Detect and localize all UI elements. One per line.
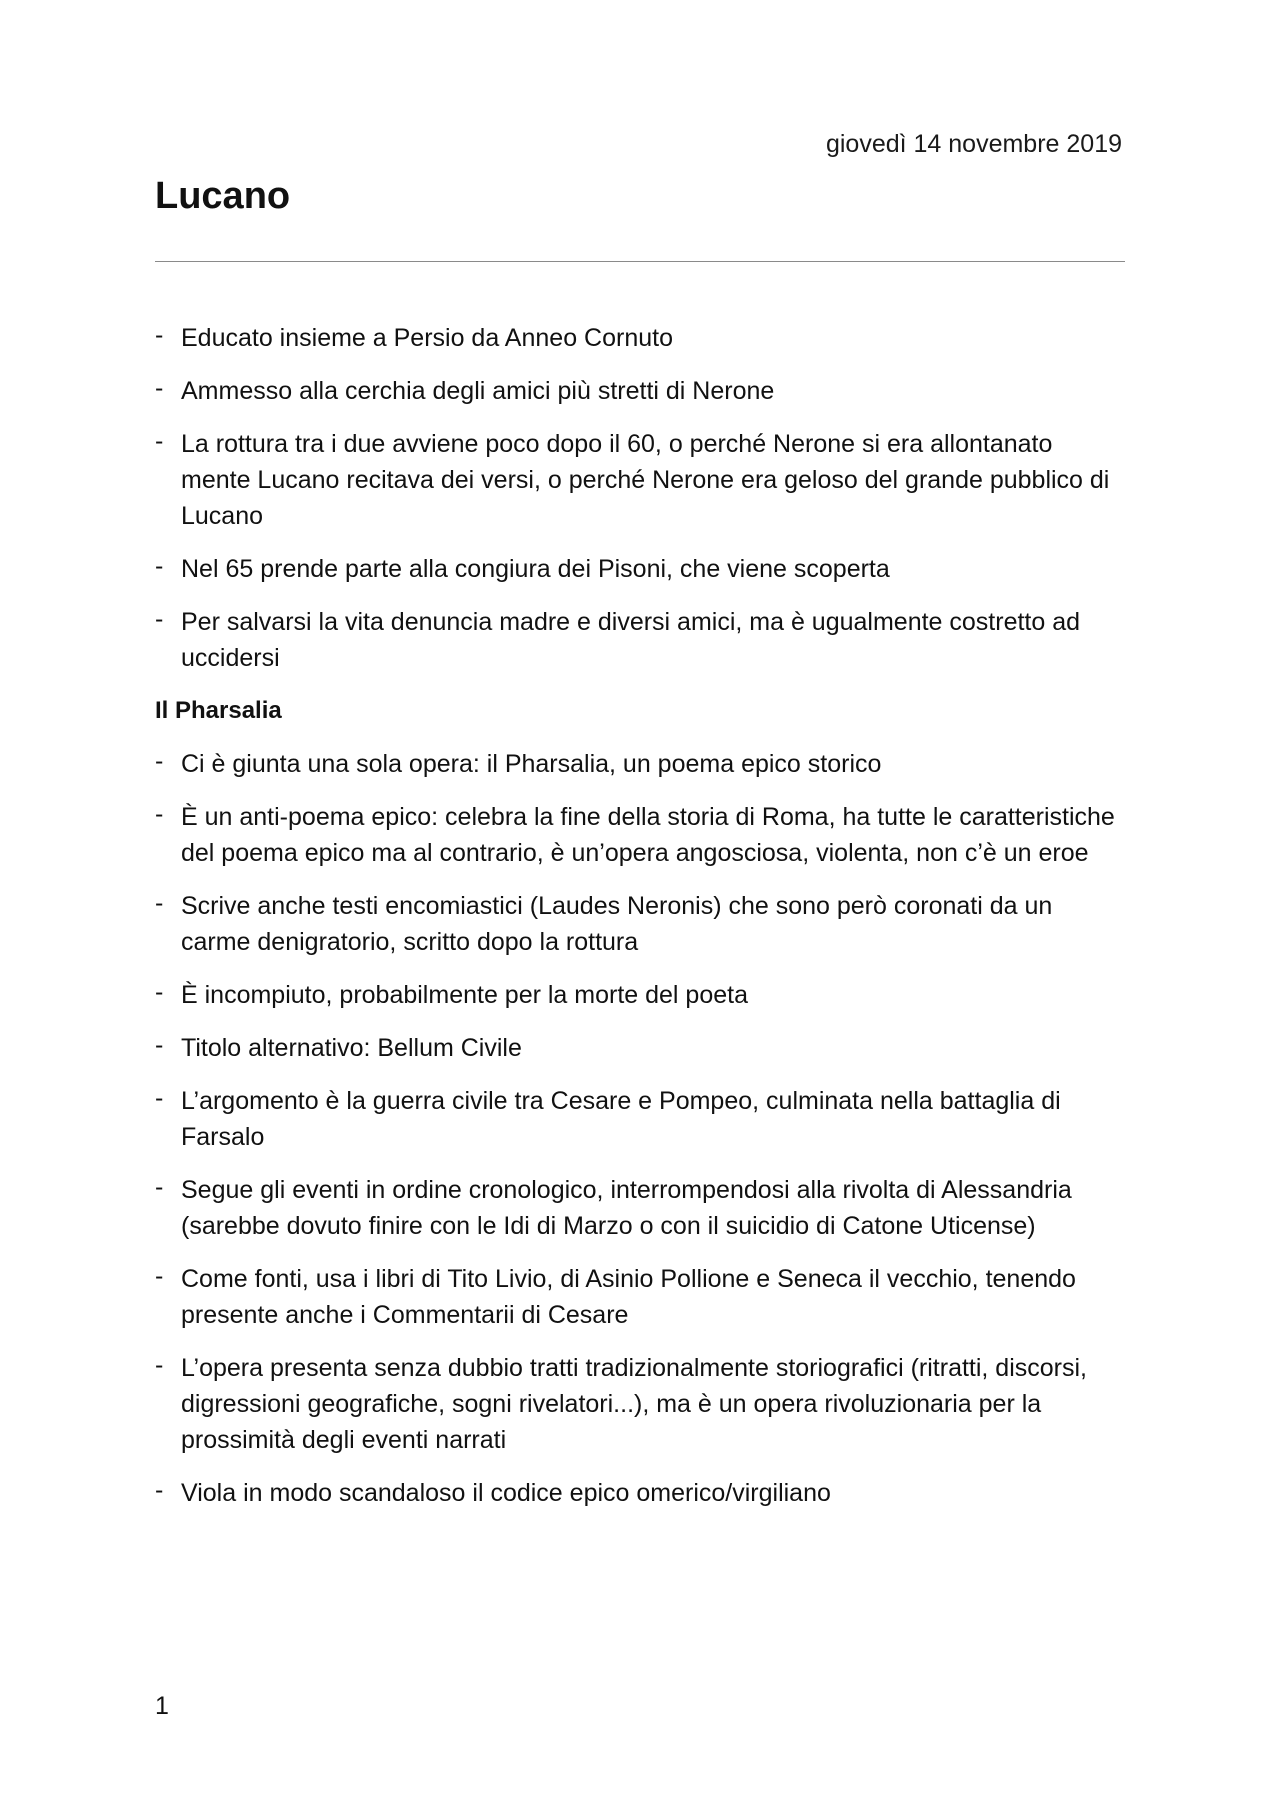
list-item-text: L’argomento è la guerra civile tra Cesare e Pompeo, culminata nella battaglia di Farsalo [181,1087,1061,1151]
bullet-dash: - [155,1351,164,1379]
bullet-dash: - [155,800,164,828]
title-divider [155,261,1125,262]
bullet-dash: - [155,374,164,402]
bullet-dash: - [155,1476,164,1504]
list-item-text: Nel 65 prende parte alla congiura dei Pisoni, che viene scoperta [181,555,890,583]
bullet-dash: - [155,427,164,455]
bullet-dash: - [155,1262,164,1290]
bullet-dash: - [155,1173,164,1201]
list-item [155,1350,1125,1458]
document-body [155,320,1125,1528]
biography-list [155,320,1125,676]
bullet-dash: - [155,978,164,1006]
list-item-text: Come fonti, usa i libri di Tito Livio, di Asinio Pollione e Seneca il vecchio, tenendo presente anche i Commentarii di Cesare [181,1265,1076,1329]
list-item [155,977,1125,1013]
list-item [155,604,1125,676]
bullet-dash: - [155,889,164,917]
list-item-text: Per salvarsi la vita denuncia madre e diversi amici, ma è ugualmente costretto ad uccidersi [181,608,1081,672]
bullet-dash: - [155,605,164,633]
list-item [155,1475,1125,1511]
list-item [155,551,1125,587]
list-item [155,426,1125,534]
document-date: giovedì 14 novembre 2019 [825,130,1122,158]
list-item [155,1261,1125,1333]
bullet-dash: - [155,747,164,775]
list-item [155,888,1125,960]
list-item-text: Ci è giunta una sola opera: il Pharsalia, un poema epico storico [181,750,882,778]
list-item-text: Segue gli eventi in ordine cronologico, interrompendosi alla rivolta di Alessandria (sarebbe dovuto finire con le Idi di Marzo o con il suicidio di Catone Uticense) [181,1176,1072,1240]
pharsalia-list [155,746,1125,1511]
section-heading: Il Pharsalia [155,697,282,724]
list-item-text: L’opera presenta senza dubbio tratti tradizionalmente storiografici (ritratti, discorsi, digressioni geografiche, sogni rivelatori...), ma è un opera rivoluzionaria per la prossimità degli eventi narrati [181,1354,1087,1454]
list-item-text: La rottura tra i due avviene poco dopo il 60, o perché Nerone si era allontanato mente Lucano recitava dei versi, o perché Nerone era geloso del grande pubblico di Lucano [181,430,1110,530]
list-item-text: È un anti-poema epico: celebra la fine della storia di Roma, ha tutte le caratteristiche del poema epico ma al contrario, è un’opera angosciosa, violenta, non c’è un eroe [181,803,1115,867]
bullet-dash: - [155,1084,164,1112]
list-item-text: È incompiuto, probabilmente per la morte del poeta [181,981,748,1009]
list-item [155,1172,1125,1244]
list-item [155,320,1125,356]
list-item [155,373,1125,409]
bullet-dash: - [155,321,164,349]
page-number: 1 [155,1692,169,1720]
list-item [155,1030,1125,1066]
list-item-text: Scrive anche testi encomiastici (Laudes Neronis) che sono però coronati da un carme denigratorio, scritto dopo la rottura [181,892,1053,956]
bullet-dash: - [155,1031,164,1059]
document-title: Lucano [155,175,291,217]
list-item-text: Ammesso alla cerchia degli amici più stretti di Nerone [181,377,775,405]
list-item-text: Viola in modo scandaloso il codice epico omerico/virgiliano [181,1479,831,1507]
bullet-dash: - [155,552,164,580]
list-item-text: Educato insieme a Persio da Anneo Cornuto [181,324,673,352]
list-item [155,1083,1125,1155]
list-item [155,746,1125,782]
list-item-text: Titolo alternativo: Bellum Civile [181,1034,522,1062]
list-item [155,799,1125,871]
